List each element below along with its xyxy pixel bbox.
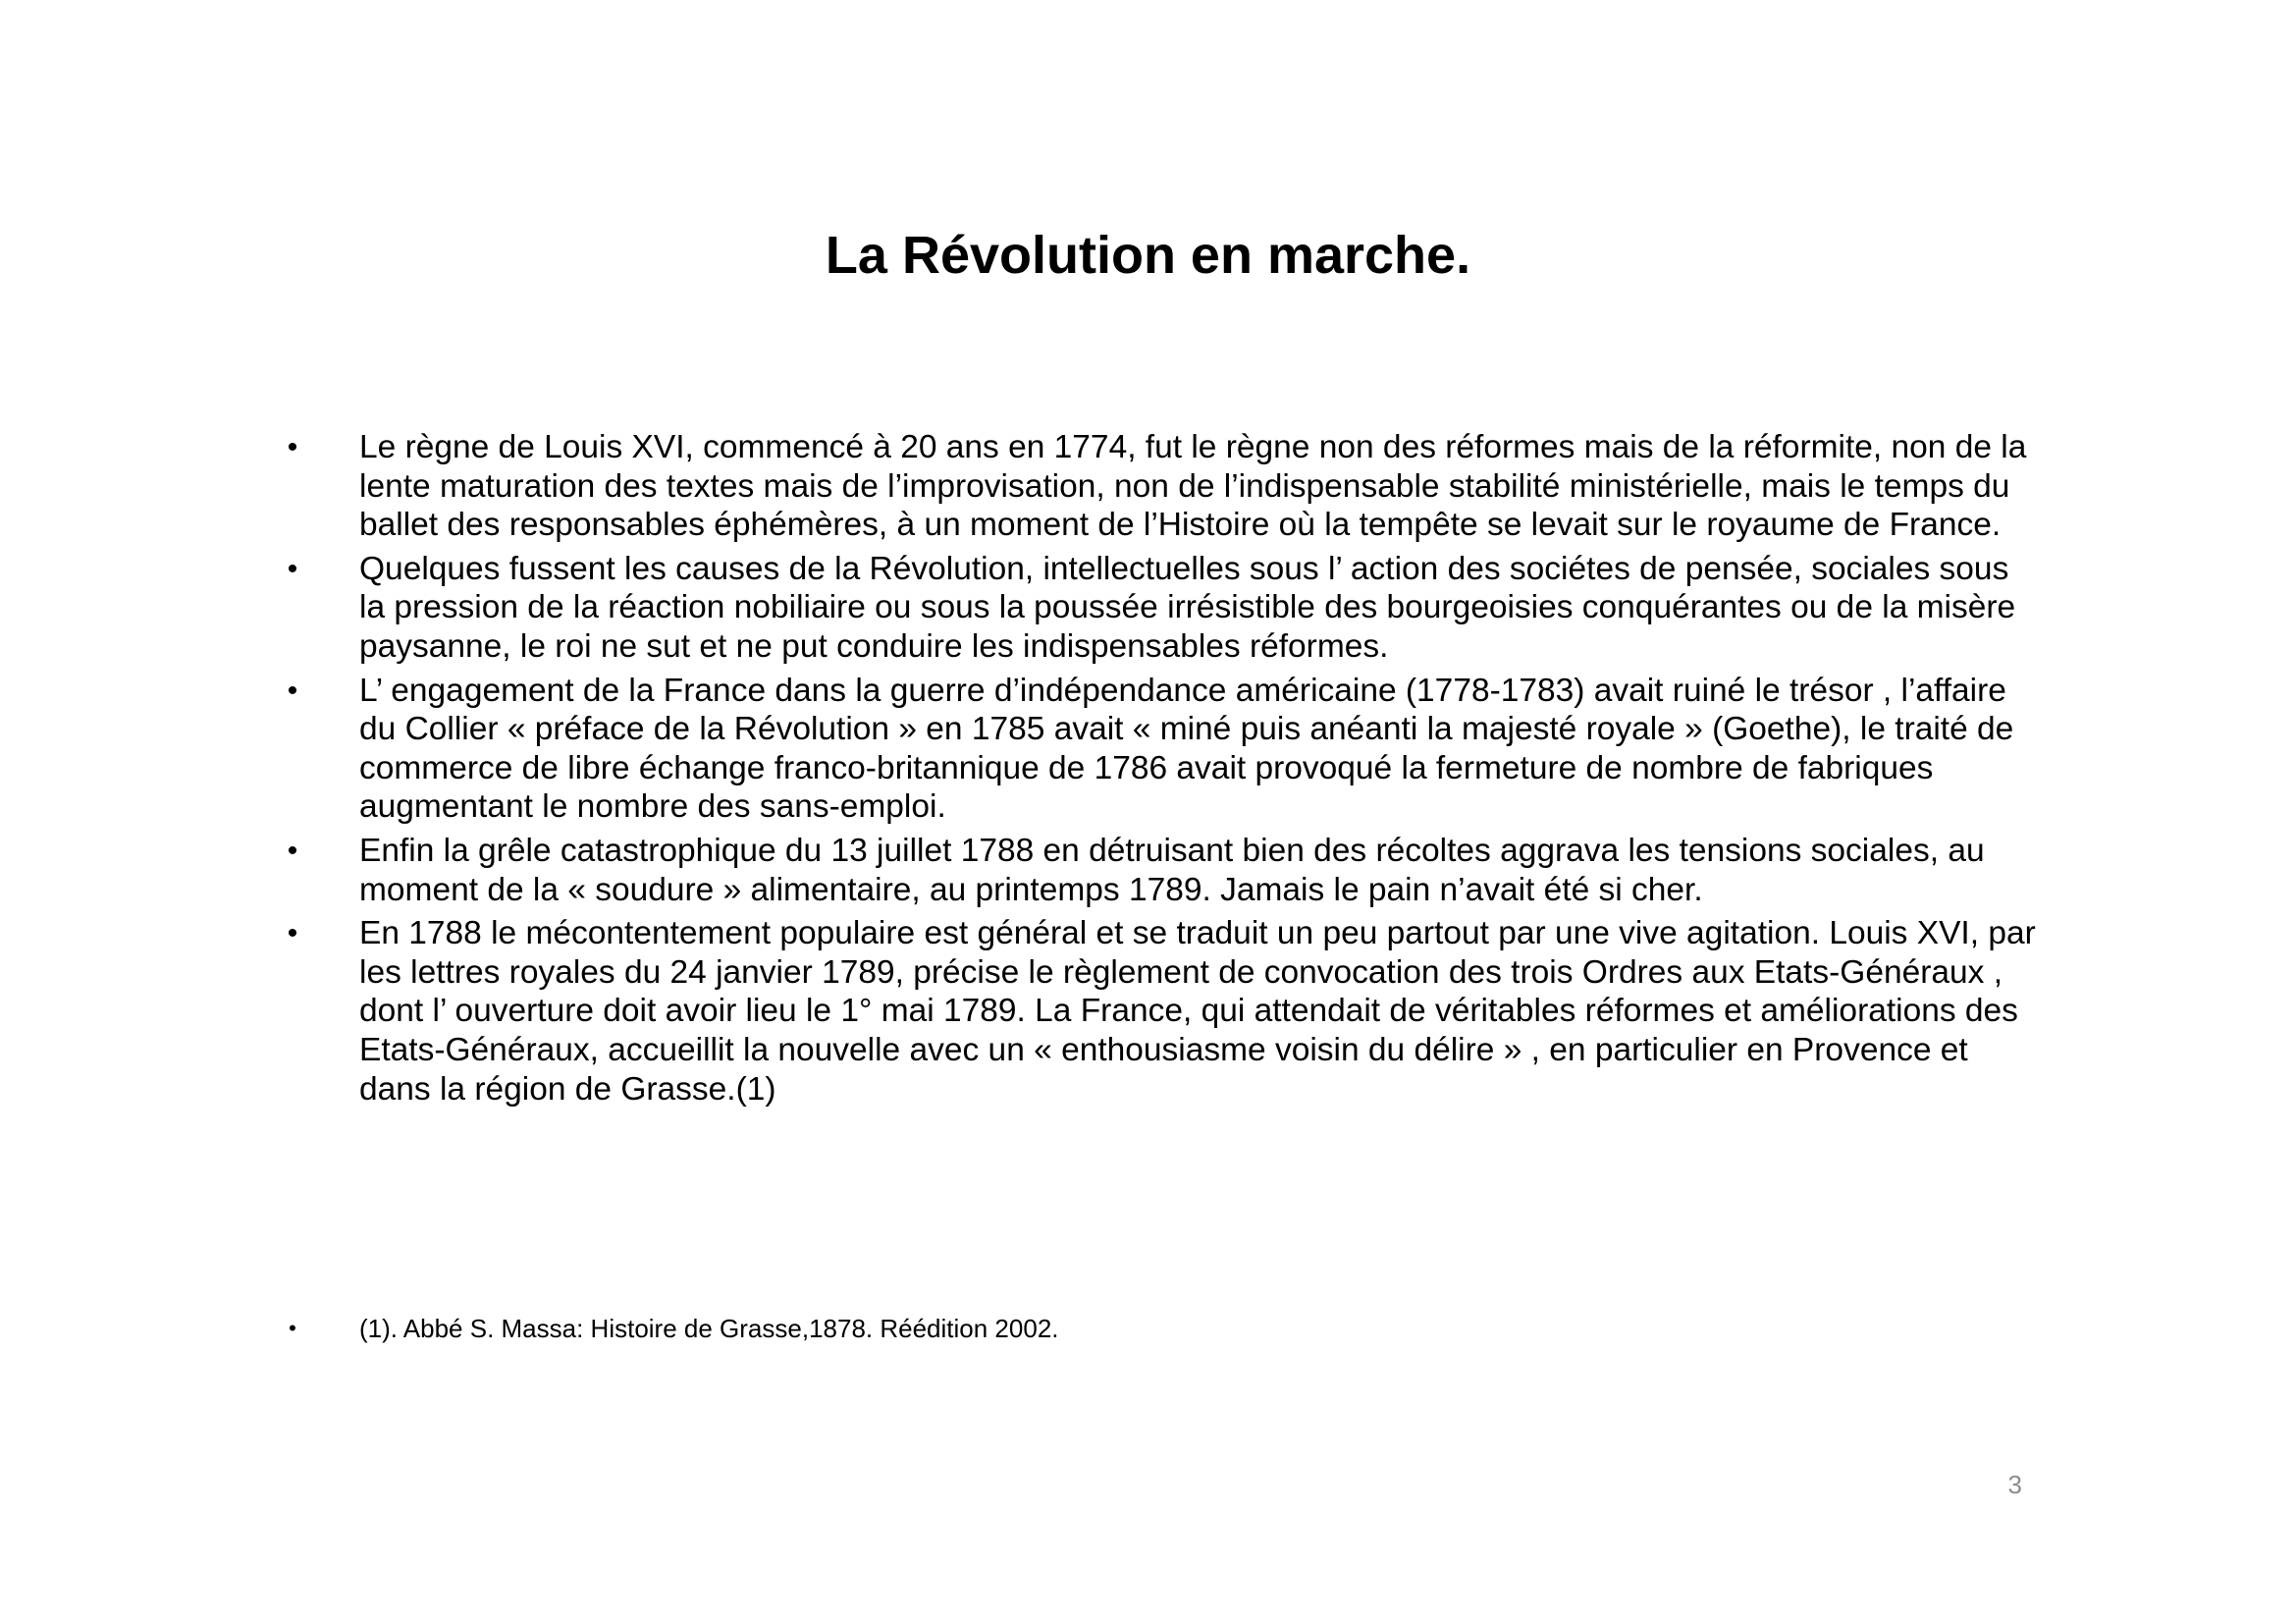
bullet-item (283, 550, 2040, 667)
bullet-item (283, 832, 2040, 909)
bullet-list (283, 428, 2040, 1113)
bullet-marker: • (287, 917, 298, 950)
footnote-text: (1). Abbé S. Massa: Histoire de Grasse,1878. Réédition 2002. (359, 1314, 1059, 1343)
bullet-item (283, 914, 2040, 1109)
bullet-marker: • (287, 674, 298, 707)
bullet-text: Enfin la grêle catastrophique du 13 juillet 1788 en détruisant bien des récoltes aggrava les tensions sociales, au moment de la « soudure » alimentaire, au printemps 1789. Jamais le pain n’avait été si cher. (359, 832, 1985, 908)
bullet-marker: • (287, 552, 298, 585)
footnote-item (283, 1312, 2040, 1345)
slide-title: La Révolution en marche. (825, 226, 1471, 285)
bullet-marker: • (287, 834, 298, 867)
bullet-text: En 1788 le mécontentement populaire est général et se traduit un peu partout par une vive agitation. Louis XVI, par les lettres royales du 24 janvier 1789, précise le règlement de convocation des trois Ordres aux Etats-Généraux , dont l’ ouverture doit avoir lieu le 1° mai 1789. La France, qui attendait de véritables réformes et améliorations des Etats-Généraux, accueillit la nouvelle avec un « enthousiasme voisin du délire » , en particulier en Provence et dans la région de Grasse.(1) (359, 915, 2036, 1108)
page-number: 3 (2007, 1470, 2022, 1499)
footnote-marker: • (289, 1316, 296, 1340)
bullet-text: L’ engagement de la France dans la guerre d’indépendance américaine (1778-1783) avait ruiné le trésor , l’affaire du Collier « préface de la Révolution » en 1785 avait « miné puis anéanti la majesté royale » (Goethe), le traité de commerce de libre échange franco-britannique de 1786 avait provoqué la fermeture de nombre de fabriques augmentant le nombre des sans-emploi. (359, 672, 2014, 826)
bullet-text: Quelques fussent les causes de la Révolution, intellectuelles sous l’ action des sociétes de pensée, sociales sous la pression de la réaction nobiliaire ou sous la poussée irrésistible des bourgeoisies conquérantes ou de la misère paysanne, le roi ne sut et ne put conduire les indispensables réformes. (359, 550, 2016, 665)
bullet-item (283, 672, 2040, 827)
bullet-item (283, 428, 2040, 545)
footnote-list (283, 1312, 2040, 1345)
bullet-marker: • (287, 431, 298, 463)
bullet-text: Le règne de Louis XVI, commencé à 20 ans en 1774, fut le règne non des réformes mais de la réformite, non de la lente maturation des textes mais de l’improvisation, non de l’indispensable stabilité ministérielle, mais le temps du ballet des responsables éphémères, à un moment de l’Histoire où la tempête se levait sur le royaume de France. (359, 429, 2027, 544)
